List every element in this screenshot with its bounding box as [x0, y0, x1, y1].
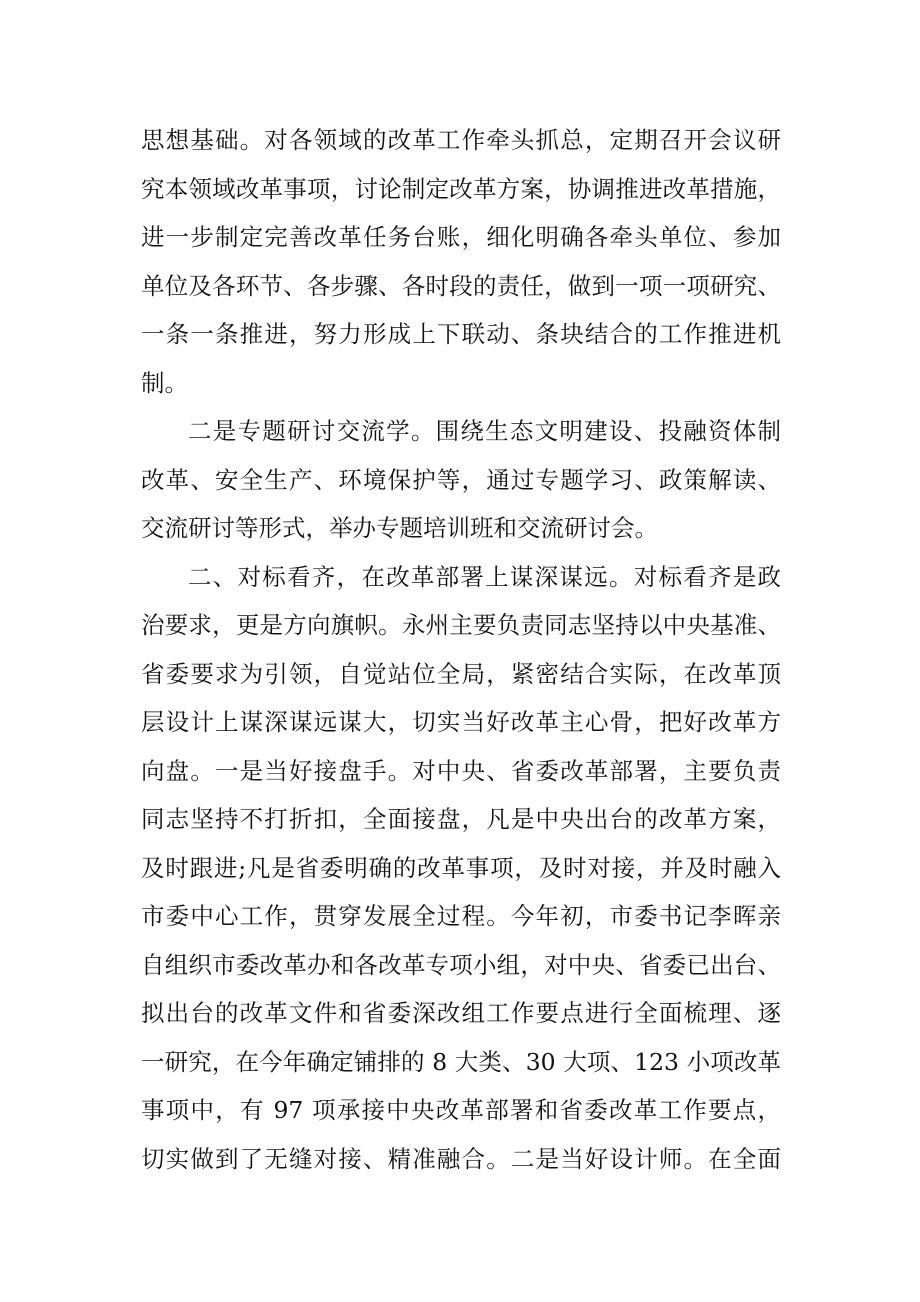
text-line: 省委要求为引领，自觉站位全局，紧密结合实际，在改革顶: [141, 659, 781, 688]
text-line: 层设计上谋深谋远谋大，切实当好改革主心骨，把好改革方: [141, 708, 781, 736]
text-line: 进一步制定完善改革任务台账，细化明确各牵头单位、参加: [141, 223, 781, 251]
text-line: 单位及各环节、各步骤、各时段的责任，做到一项一项研究、: [141, 271, 781, 300]
text-line: 二是专题研讨交流学。围绕生态文明建设、投融资体制: [188, 417, 781, 445]
text-line: 切实做到了无缝对接、精准融合。二是当好设计师。在全面: [141, 1144, 781, 1173]
text-line: 市委中心工作，贯穿发展全过程。今年初，市委书记李晖亲: [141, 902, 781, 930]
text-line: 改革、安全生产、环境保护等，通过专题学习、政策解读、: [141, 465, 781, 494]
text-line: 思想基础。对各领域的改革工作牵头抓总，定期召开会议研: [141, 126, 781, 154]
text-line: 究本领域改革事项，讨论制定改革方案，协调推进改革措施，: [141, 174, 781, 203]
text-line: 治要求，更是方向旗帜。永州主要负责同志坚持以中央基准、: [141, 611, 781, 639]
text-line: 及时跟进;凡是省委明确的改革事项，及时对接，并及时融入: [141, 853, 781, 882]
text-line: 一条一条推进，努力形成上下联动、条块结合的工作推进机: [141, 320, 781, 348]
text-line: 制。: [141, 368, 188, 397]
document-body: [141, 116, 781, 1183]
text-line: 向盘。一是当好接盘手。对中央、省委改革部署，主要负责: [141, 756, 781, 785]
text-line: 交流研讨等形式，举办专题培训班和交流研讨会。: [141, 514, 658, 542]
text-line: 二、对标看齐，在改革部署上谋深谋远。对标看齐是政: [188, 562, 781, 591]
text-line: 拟出台的改革文件和省委深改组工作要点进行全面梳理、逐: [141, 999, 781, 1027]
text-line: 事项中，有 97 项承接中央改革部署和省委改革工作要点，: [141, 1096, 781, 1124]
text-line: 同志坚持不打折扣，全面接盘，凡是中央出台的改革方案，: [141, 805, 781, 833]
text-line: 一研究，在今年确定铺排的 8 大类、30 大项、123 小项改革: [141, 1047, 781, 1076]
text-line: 自组织市委改革办和各改革专项小组，对中央、省委已出台、: [141, 950, 781, 979]
